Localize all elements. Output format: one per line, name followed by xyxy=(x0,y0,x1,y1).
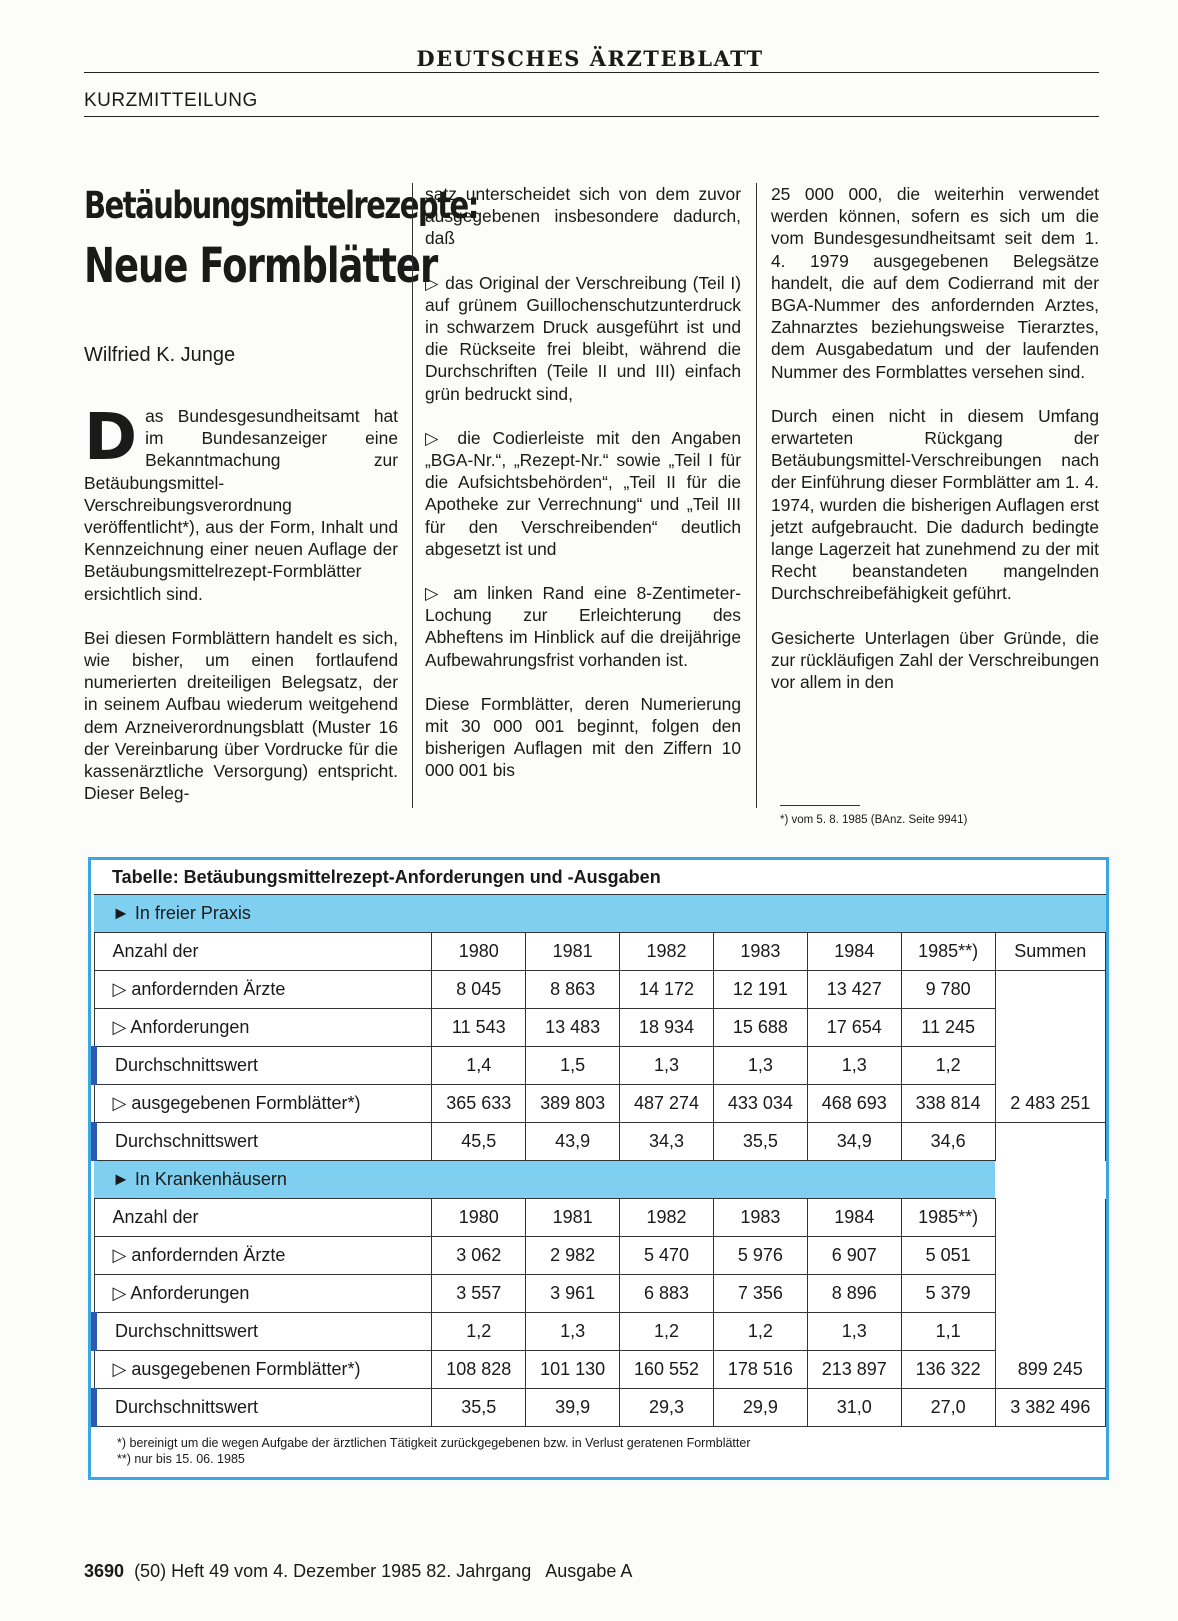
table-cell: 13 427 xyxy=(807,971,901,1009)
table-cell: 178 516 xyxy=(713,1351,807,1389)
table-row-label: ▷ anfordernden Ärzte xyxy=(94,1237,432,1275)
table-sum-header: Summen xyxy=(995,933,1105,971)
table-cell: 1,3 xyxy=(807,1313,901,1351)
col2-paragraph-2: ▷ das Original der Verschreibung (Teil I) auf grünem Guillochenschutzunterdruck in schwarzem Druck ausgeführt ist und die Rückseite frei bleibt, während die Durchschriften (Teile II und III) einfach grün bedruckt sind, xyxy=(425,272,741,404)
table-cell: 31,0 xyxy=(807,1389,901,1427)
table-cell: 389 803 xyxy=(526,1085,620,1123)
table-cell: 17 654 xyxy=(807,1009,901,1047)
table-cell: 1,3 xyxy=(526,1313,620,1351)
table-cell: 3 557 xyxy=(432,1275,526,1313)
column-2 xyxy=(425,183,741,804)
table-cell: 487 274 xyxy=(620,1085,714,1123)
footnote-rule xyxy=(780,805,860,806)
table-cell: 6 883 xyxy=(620,1275,714,1313)
page-footer xyxy=(84,1561,632,1582)
table-cell: 3 961 xyxy=(526,1275,620,1313)
table-sum-cell xyxy=(995,1237,1105,1275)
table-cell: 7 356 xyxy=(713,1275,807,1313)
col3-paragraph-2: Durch einen nicht in diesem Umfang erwarteten Rückgang der Betäubungsmittel-Verschreibungen nach der Einführung dieser Formblätter am 1. 4. 1974, wurden die bisherigen Auflagen erst jetzt aufgebraucht. Die dadurch bedingte lange Lagerzeit hat zunehmend zu der mit Recht beanstandeten mangelnden Durchschreibefähigkeit geführt. xyxy=(771,405,1099,604)
table-cell: 1982 xyxy=(620,1199,714,1237)
table-row-label: ▷ ausgegebenen Formblätter*) xyxy=(94,1351,432,1389)
table-row-label: Durchschnittswert xyxy=(94,1313,432,1351)
table-row-label: Anzahl der xyxy=(94,933,432,971)
col3-paragraph-3: Gesicherte Unterlagen über Gründe, die zur rückläufigen Zahl der Verschreibungen vor allem in den xyxy=(771,627,1099,693)
table-cell: 3 062 xyxy=(432,1237,526,1275)
table-sum-cell: 899 245 xyxy=(995,1351,1105,1389)
table-sum-cell: 3 382 496 xyxy=(995,1389,1105,1427)
section-rule xyxy=(84,116,1099,117)
footer-issue: (50) Heft 49 vom 4. Dezember 1985 82. Jahrgang Ausgabe A xyxy=(134,1561,633,1581)
table-row xyxy=(94,933,1106,971)
table-cell: 29,3 xyxy=(620,1389,714,1427)
table-row xyxy=(94,1085,1106,1123)
author: Wilfried K. Junge xyxy=(84,344,236,366)
table-row-label: ▷ Anforderungen xyxy=(94,1009,432,1047)
table-caption: Tabelle: Betäubungsmittelrezept-Anforderungen und -Ausgaben xyxy=(94,860,1106,895)
table-cell: 15 688 xyxy=(713,1009,807,1047)
table-cell: 433 034 xyxy=(713,1085,807,1123)
table-cell: 39,9 xyxy=(526,1389,620,1427)
masthead: DEUTSCHES ÄRZTEBLATT xyxy=(416,46,764,71)
table-row-label: Anzahl der xyxy=(94,1199,432,1237)
table-row-label: ▷ Anforderungen xyxy=(94,1275,432,1313)
table-cell: 5 976 xyxy=(713,1237,807,1275)
masthead-rule xyxy=(84,72,1099,73)
table-cell: 1,2 xyxy=(432,1313,526,1351)
table-cell: 5 379 xyxy=(901,1275,995,1313)
table-caption-row xyxy=(94,860,1106,895)
table-cell: 1,4 xyxy=(432,1047,526,1085)
dropcap: D xyxy=(84,401,138,475)
table-cell: 136 322 xyxy=(901,1351,995,1389)
col2-paragraph-5: Diese Formblätter, deren Numerierung mit 30 000 001 beginnt, folgen den bisherigen Auflagen mit den Ziffern 10 000 001 bis xyxy=(425,693,741,781)
column-divider-2 xyxy=(756,183,757,808)
footnote: *) vom 5. 8. 1985 (BAnz. Seite 9941) xyxy=(780,814,968,826)
table-cell: 35,5 xyxy=(713,1123,807,1161)
table-row-label: Durchschnittswert xyxy=(94,1123,432,1161)
table-section-row xyxy=(94,1161,1106,1199)
table-cell: 1980 xyxy=(432,1199,526,1237)
table-section-title: ► In Krankenhäusern xyxy=(94,1161,995,1199)
table-cell: 2 982 xyxy=(526,1237,620,1275)
table-cell: 338 814 xyxy=(901,1085,995,1123)
table-cell: 1985**) xyxy=(901,933,995,971)
col2-paragraph-3: ▷ die Codierleiste mit den Angaben „BGA-Nr.“, „Rezept-Nr.“ sowie „Teil I für die Aufsichtsbehörden“, „Teil II für die Apotheke zur Verrechnung“ und „Teil III für den Verschreibenden“ deutlich abgesetzt ist und xyxy=(425,427,741,559)
table-sum-cell xyxy=(995,1123,1105,1161)
table-notes xyxy=(91,1427,1106,1477)
table-cell: 213 897 xyxy=(807,1351,901,1389)
col2-paragraph-1: satz unterscheidet sich von dem zuvor ausgegebenen insbesondere dadurch, daß xyxy=(425,184,741,249)
table-row-label: ▷ ausgegebenen Formblätter*) xyxy=(94,1085,432,1123)
table-sum-cell xyxy=(995,1009,1105,1047)
table-cell: 29,9 xyxy=(713,1389,807,1427)
table-sum-cell xyxy=(995,1047,1105,1085)
section-label: KURZMITTEILUNG xyxy=(84,90,258,111)
table-cell: 11 543 xyxy=(432,1009,526,1047)
table-row-label: Durchschnittswert xyxy=(94,1389,432,1427)
table-row xyxy=(94,1123,1106,1161)
table-note-1: *) bereinigt um die wegen Aufgabe der ärztlichen Tätigkeit zurückgegebenen bzw. in Verlust geratenen Formblätter xyxy=(117,1436,751,1450)
title-line-1: Betäubungsmittelrezepte: xyxy=(84,183,478,228)
column-divider-1 xyxy=(412,183,413,808)
table-cell: 14 172 xyxy=(620,971,714,1009)
table-cell: 1,3 xyxy=(713,1047,807,1085)
table-cell: 1980 xyxy=(432,933,526,971)
table-cell: 1984 xyxy=(807,933,901,971)
table-sum-cell xyxy=(995,1313,1105,1351)
table-row xyxy=(94,1313,1106,1351)
table-cell: 43,9 xyxy=(526,1123,620,1161)
table-sum-cell xyxy=(995,1275,1105,1313)
table-cell: 1,5 xyxy=(526,1047,620,1085)
table-row xyxy=(94,1199,1106,1237)
title-line-2: Neue Formblätter xyxy=(84,238,438,294)
table-row-label: ▷ anfordernden Ärzte xyxy=(94,971,432,1009)
col1-paragraph-2: Bei diesen Formblättern handelt es sich, wie bisher, um einen fortlaufend numerierten dreiteiligen Belegsatz, der in seinem Aufbau wiederum weitgehend dem Arzneiverordnungsblatt (Muster 16 der Vereinbarung über Vordrucke für die kassenärztliche Versorgung) entspricht. Dieser Beleg- xyxy=(84,627,398,804)
data-table xyxy=(88,857,1109,1480)
table-cell: 34,9 xyxy=(807,1123,901,1161)
table-cell: 1983 xyxy=(713,1199,807,1237)
col1-paragraph-1: Das Bundesgesundheitsamt hat im Bundesanzeiger eine Bekanntmachung zur Betäubungsmittel-Verschreibungsverordnung veröffentlicht*), aus der Form, Inhalt und Kennzeichnung einer neuen Auflage der Betäubungsmittelrezept-Formblätter ersichtlich sind. xyxy=(84,401,398,604)
table-cell: 101 130 xyxy=(526,1351,620,1389)
table-cell: 34,3 xyxy=(620,1123,714,1161)
table-section-title: ► In freier Praxis xyxy=(94,895,1106,933)
table-cell: 1,2 xyxy=(620,1313,714,1351)
table-cell: 12 191 xyxy=(713,971,807,1009)
table-cell: 1,2 xyxy=(713,1313,807,1351)
table-cell: 27,0 xyxy=(901,1389,995,1427)
table-row xyxy=(94,1237,1106,1275)
col2-paragraph-4: ▷ am linken Rand eine 8-Zentimeter-Lochung zur Erleichterung des Abheftens im Hinblick auf die dreijährige Aufbewahrungsfrist vorhanden ist. xyxy=(425,583,741,670)
table-cell: 8 045 xyxy=(432,971,526,1009)
table-cell: 8 896 xyxy=(807,1275,901,1313)
table-cell: 1,2 xyxy=(901,1047,995,1085)
table-note-2: **) nur bis 15. 06. 1985 xyxy=(117,1452,245,1466)
table-cell: 1,3 xyxy=(807,1047,901,1085)
table-cell: 5 051 xyxy=(901,1237,995,1275)
table-cell: 6 907 xyxy=(807,1237,901,1275)
table-cell: 468 693 xyxy=(807,1085,901,1123)
column-3 xyxy=(771,183,1099,715)
table-cell: 34,6 xyxy=(901,1123,995,1161)
table-cell: 160 552 xyxy=(620,1351,714,1389)
table-cell: 5 470 xyxy=(620,1237,714,1275)
table-row xyxy=(94,971,1106,1009)
table-sum-cell xyxy=(995,971,1105,1009)
table-cell: 1,3 xyxy=(620,1047,714,1085)
table-row xyxy=(94,1275,1106,1313)
table-cell: 365 633 xyxy=(432,1085,526,1123)
table-cell: 1981 xyxy=(526,1199,620,1237)
table-cell: 1985**) xyxy=(901,1199,995,1237)
table-sum-cell xyxy=(995,1199,1105,1237)
table-row xyxy=(94,1389,1106,1427)
table-cell: 1984 xyxy=(807,1199,901,1237)
col3-paragraph-1: 25 000 000, die weiterhin verwendet werden können, sofern es sich um die vom Bundesgesundheitsamt seit dem 1. 4. 1979 ausgegebenen Belegsätze handelt, die auf dem Codierrand mit der BGA-Nummer des anfordernden Arztes, Zahnarztes beziehungsweise Tierarztes, dem Ausgabedatum und der laufenden Nummer des Formblattes versehen sind. xyxy=(771,184,1099,382)
table-cell: 9 780 xyxy=(901,971,995,1009)
page-number: 3690 xyxy=(84,1561,125,1581)
table-sum-cell: 2 483 251 xyxy=(995,1085,1105,1123)
table-row xyxy=(94,1047,1106,1085)
table-cell: 11 245 xyxy=(901,1009,995,1047)
table-row xyxy=(94,1351,1106,1389)
table-cell: 1983 xyxy=(713,933,807,971)
table-row xyxy=(94,1009,1106,1047)
table-cell: 18 934 xyxy=(620,1009,714,1047)
table-cell: 108 828 xyxy=(432,1351,526,1389)
table-cell: 1,1 xyxy=(901,1313,995,1351)
table-cell: 8 863 xyxy=(526,971,620,1009)
table-cell: 1982 xyxy=(620,933,714,971)
table-section-row xyxy=(94,895,1106,933)
table-grid xyxy=(91,860,1106,1427)
table-cell: 1981 xyxy=(526,933,620,971)
column-1 xyxy=(84,401,398,826)
table-cell: 35,5 xyxy=(432,1389,526,1427)
table-row-label: Durchschnittswert xyxy=(94,1047,432,1085)
table-cell: 45,5 xyxy=(432,1123,526,1161)
table-cell: 13 483 xyxy=(526,1009,620,1047)
